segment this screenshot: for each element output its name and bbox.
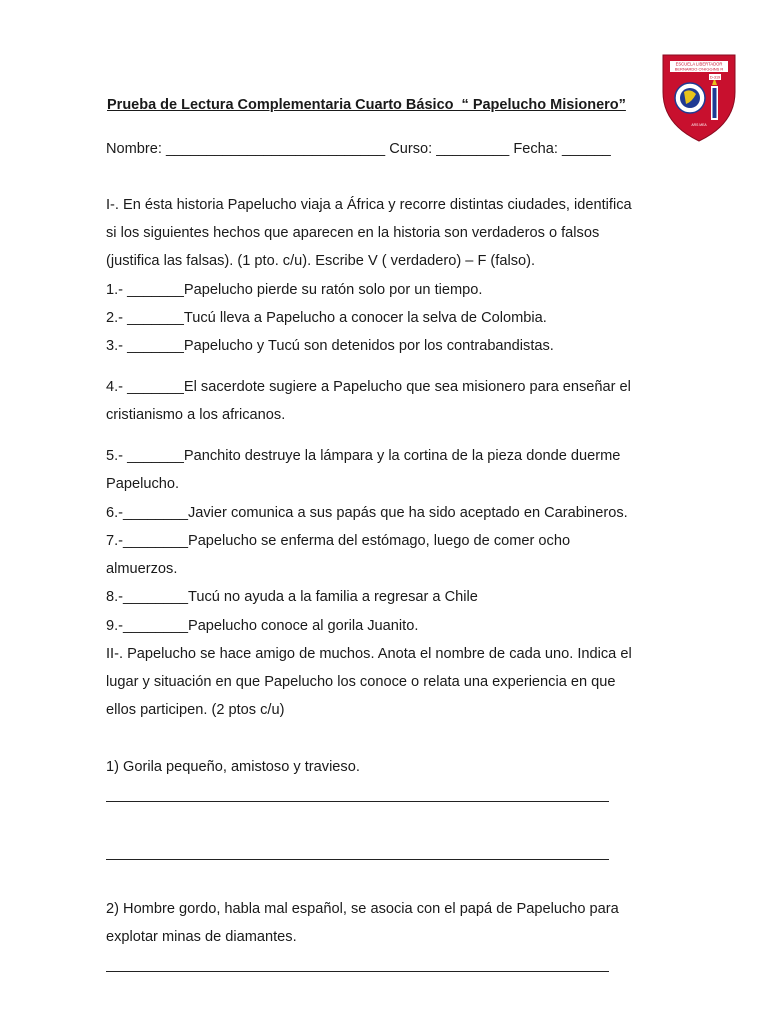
item-1: 1.- _______Papelucho pierde su ratón solo por un tiempo.: [106, 282, 483, 298]
section1-intro-line-3: (justifica las falsas). (1 pto. c/u). Escribe V ( verdadero) – F (falso).: [106, 253, 536, 269]
item-7: 7.-________Papelucho se enferma del estómago, luego de comer ocho: [106, 533, 571, 549]
crest-text-top: ESCUELA LIBERTADOR: [675, 61, 723, 67]
answer-line-2a[interactable]: [106, 971, 609, 972]
section1-intro-line-1: I-. En ésta historia Papelucho viaja a África y recorre distintas ciudades, identifica: [106, 197, 632, 213]
page-title: Prueba de Lectura Complementaria Cuarto Básico “ Papelucho Misionero”: [107, 97, 626, 113]
question-1: 1) Gorila pequeño, amistoso y travieso.: [106, 759, 360, 775]
crest-badge: D-319: [709, 75, 721, 80]
question-2-line-1: 2) Hombre gordo, habla mal español, se asocia con el papá de Papelucho para: [106, 901, 619, 917]
section2-intro-line-3: ellos participen. (2 ptos c/u): [106, 702, 285, 718]
section2-intro-line-1: II-. Papelucho se hace amigo de muchos. Anota el nombre de cada uno. Indica el: [106, 646, 632, 662]
header-fields: Nombre: ___________________________ Curso: _________ Fecha: ______: [106, 141, 611, 157]
question-2-line-2: explotar minas de diamantes.: [106, 929, 297, 945]
item-4-continued: cristianismo a los africanos.: [106, 407, 286, 423]
school-crest-logo: [660, 52, 738, 144]
crest-motto: ARS MEA: [691, 123, 707, 127]
crest-text-mid: BERNARDO O'HIGGINS R: [674, 66, 724, 72]
item-8: 8.-________Tucú no ayuda a la familia a regresar a Chile: [106, 589, 478, 605]
section2-intro-line-2: lugar y situación en que Papelucho los conoce o relata una experiencia en que: [106, 674, 616, 690]
item-5-continued: Papelucho.: [106, 476, 180, 492]
section1-intro-line-2: si los siguientes hechos que aparecen en la historia son verdaderos o falsos: [106, 225, 600, 241]
answer-line-1b[interactable]: [106, 859, 609, 860]
item-3: 3.- _______Papelucho y Tucú son detenidos por los contrabandistas.: [106, 338, 554, 354]
item-5: 5.- _______Panchito destruye la lámpara y la cortina de la pieza donde duerme: [106, 448, 621, 464]
item-7-continued: almuerzos.: [106, 561, 178, 577]
item-6: 6.-________Javier comunica a sus papás que ha sido aceptado en Carabineros.: [106, 505, 628, 521]
item-9: 9.-________Papelucho conoce al gorila Juanito.: [106, 618, 419, 634]
item-4: 4.- _______El sacerdote sugiere a Papelucho que sea misionero para enseñar el: [106, 379, 631, 395]
item-2: 2.- _______Tucú lleva a Papelucho a conocer la selva de Colombia.: [106, 310, 547, 326]
answer-line-1a[interactable]: [106, 801, 609, 802]
